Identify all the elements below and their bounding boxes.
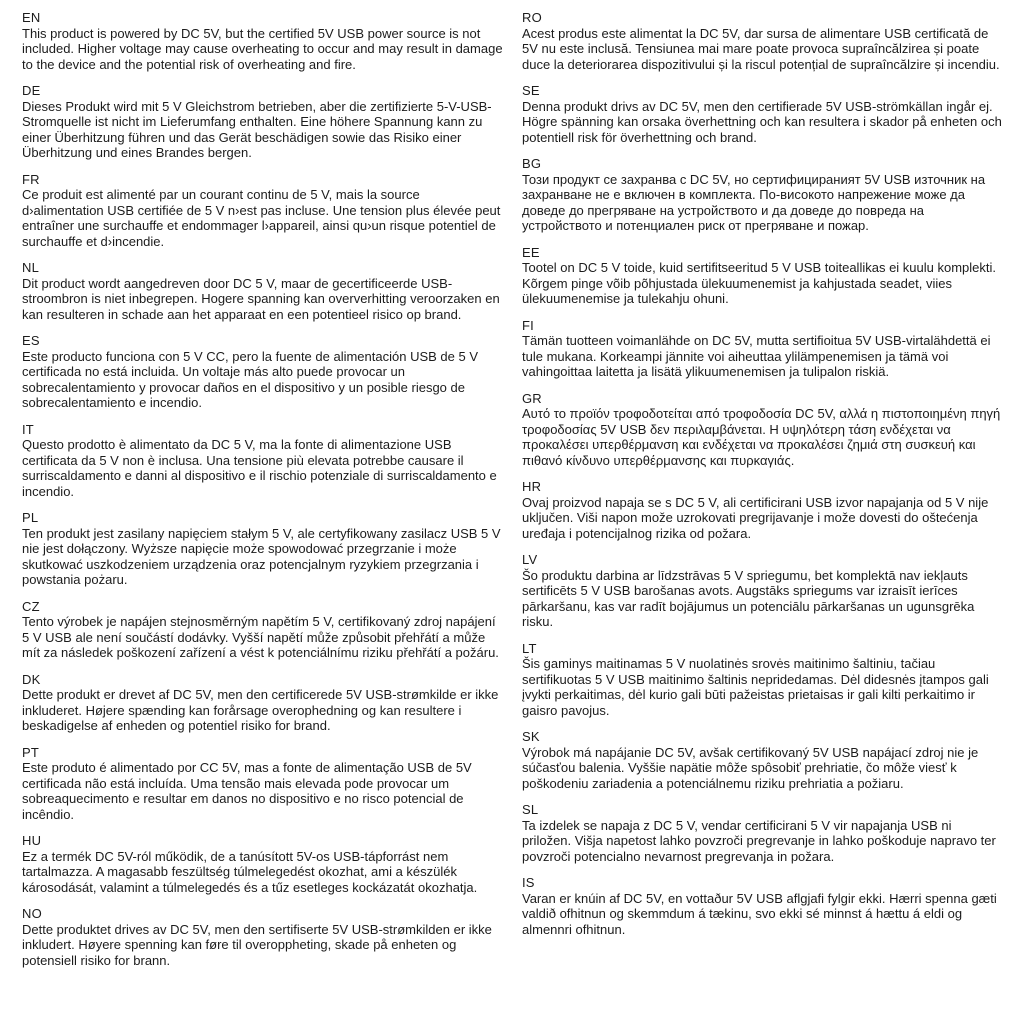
- language-block-cz: [22, 599, 504, 661]
- language-code: BG: [522, 156, 542, 171]
- language-text: Výrobok má napájanie DC 5V, avšak certifikovaný 5V USB napájací zdroj nie je súčasťou balenia. Vyššie napätie môže spôsobiť prehriatie, čo môže viesť k poškodeniu zariadenia a potenciálnemu riziku prehriatia a požiaru.: [522, 744, 979, 791]
- language-text: Este producto funciona con 5 V CC, pero la fuente de alimentación USB de 5 V certificada no está incluida. Un voltaje más alto puede provocar un sobrecalentamiento y provocar daños en el dispositivo y un posible riesgo de sobrecalentamiento e incendio.: [22, 348, 478, 410]
- language-block-pl: [22, 510, 504, 588]
- language-code: PL: [22, 510, 39, 525]
- language-code: ES: [22, 333, 40, 348]
- language-code: HU: [22, 833, 42, 848]
- language-text: Αυτό το προϊόν τροφοδοτείται από τροφοδοσία DC 5V, αλλά η πιστοποιημένη πηγή τροφοδοσίας 5V USB δεν περιλαμβάνεται. Η υψηλότερη τάση ενδέχεται να προκαλέσει υπερθέρμανση και ενδέχεται να προκαλέσει ζημιά στη συσκευή και πιθανό κίνδυνο υπερθέρμανσης και πυρκαγιάς.: [522, 406, 1001, 468]
- language-block-nl: [22, 260, 504, 322]
- language-code: FR: [22, 171, 40, 187]
- language-block-sl: [522, 802, 1004, 864]
- language-text: Dit product wordt aangedreven door DC 5 V, maar de gecertificeerde USB-stroombron is niet inbegrepen. Hogere spanning kan oververhitting veroorzaken en kan resulteren in schade aan het apparaat en een potentieel risico op brand.: [22, 275, 500, 322]
- language-text: Dette produktet drives av DC 5V, men den sertifiserte 5V USB-strømkilden er ikke inkludert. Høyere spenning kan føre til overoppheting, skade på enheten og potensiell risiko for brann.: [22, 921, 492, 968]
- language-code: LT: [522, 640, 537, 656]
- language-text: Tämän tuotteen voimanlähde on DC 5V, mutta sertifioitua 5V USB-virtalähdettä ei tule mukana. Korkeampi jännite voi aiheuttaa ylilämpenemisen ja tämä voi vahingoittaa laitetta ja lisätä ylikuumenemisen ja tulipalon riskiä.: [522, 333, 991, 379]
- language-block-fr: [22, 172, 504, 250]
- language-code: EN: [22, 10, 41, 25]
- language-block-lv: [522, 552, 1004, 630]
- language-block-ro: [522, 10, 1004, 72]
- language-block-bg: [522, 156, 1004, 234]
- language-block-es: [22, 333, 504, 411]
- language-text: Acest produs este alimentat la DC 5V, dar sursa de alimentare USB certificată de 5V nu este inclusă. Tensiunea mai mare poate provoca supraîncălzirea și poate duce la deteriorarea dispozitivului și la riscul potențial de supraîncălzire și incendiu.: [522, 25, 1000, 72]
- language-text: Dette produkt er drevet af DC 5V, men den certificerede 5V USB-strømkilde er ikke inkluderet. Højere spænding kan forårsage overophedning og kan resultere i beskadigelse af enheden og potentiel risiko for brand.: [22, 687, 499, 733]
- language-text: Šis gaminys maitinamas 5 V nuolatinės srovės maitinimo šaltiniu, tačiau sertifikuotas 5 V USB maitinimo šaltinis nepridedamas. Dėl didesnės įtampos gali įvykti perkaitimas, dėl kurio gali būti pažeistas prietaisas ir gali kilti perkaitimo ir gaisro pavojus.: [522, 656, 989, 718]
- language-block-no: [22, 906, 504, 968]
- language-block-fi: [522, 318, 1004, 380]
- column-right: [522, 10, 1004, 1016]
- language-block-en: [22, 10, 504, 72]
- language-block-hr: [522, 479, 1004, 541]
- language-text: Este produto é alimentado por CC 5V, mas a fonte de alimentação USB de 5V certificada não está incluída. Uma tensão mais elevada pode provocar um sobreaquecimento e resultar em danos no dispositivo e no risco potencial de incêndio.: [22, 760, 472, 822]
- language-block-ee: [522, 245, 1004, 307]
- language-code: IS: [522, 875, 535, 890]
- language-text: Tento výrobek je napájen stejnosměrným napětím 5 V, certifikovaný zdroj napájení 5 V USB ale není součástí dodávky. Vyšší napětí může způsobit přehřátí a může mít za následek poškození zařízení a vést k potenciálnímu riziku přehřátí a požáru.: [22, 614, 499, 660]
- language-block-dk: [22, 672, 504, 734]
- language-code: PT: [22, 744, 40, 760]
- language-block-hu: [22, 833, 504, 895]
- language-block-is: [522, 875, 1004, 937]
- language-text: Ez a termék DC 5V-ról működik, de a tanúsított 5V-os USB-tápforrást nem tartalmazza. A magasabb feszültség túlmelegedést okozhat, ami a készülék károsodását, valamint a túlmelegedés és a tűz esetleges kockázatát okozhatja.: [22, 848, 478, 895]
- language-code: GR: [522, 390, 542, 406]
- language-code: RO: [522, 10, 542, 25]
- language-code: DK: [22, 671, 41, 687]
- language-text: Šo produktu darbina ar līdzstrāvas 5 V spriegumu, bet komplektā nav iekļauts sertificēts 5 V USB barošanas avots. Augstāks spriegums var izraisīt ierīces pārkaršanu, kas var radīt bojājumus un potenciālu pārkaršanas un ugunsgrēka risku.: [522, 567, 975, 629]
- language-text: This product is powered by DC 5V, but the certified 5V USB power source is not included. Higher voltage may cause overheating to occur and may result in damage to the device and the potential risk of overheating and fire.: [22, 25, 503, 72]
- language-text: Ce produit est alimenté par un courant continu de 5 V, mais la source d›alimentation USB certifiée de 5 V n›est pas incluse. Une tension plus élevée peut entraîner une surchauffe et endommager l›appareil, ainsi qu›un risque potentiel de surchauffe et d›incendie.: [22, 187, 501, 249]
- language-block-it: [22, 422, 504, 500]
- language-block-sk: [522, 729, 1004, 791]
- language-block-pt: [22, 745, 504, 823]
- language-code: CZ: [22, 598, 40, 614]
- language-code: SK: [522, 729, 540, 744]
- language-code: FI: [522, 317, 534, 333]
- language-text: Denna produkt drivs av DC 5V, men den certifierade 5V USB-strömkällan ingår ej. Högre spänning kan orsaka överhettning och kan resultera i skador på enheten och potentiell risk för överhettning och brand.: [522, 98, 1002, 145]
- language-text: Този продукт се захранва с DC 5V, но сертифицираният 5V USB източник на захранване не е включен в комплекта. По-високото напрежение може да доведе до прегряване на устройството и да доведе до повреда на устройството и потенциален риск от прегряване и пожар.: [522, 171, 986, 233]
- language-code: NL: [22, 260, 40, 275]
- language-code: DE: [22, 83, 41, 98]
- column-left: [22, 10, 504, 1016]
- language-block-lt: [522, 641, 1004, 719]
- language-text: Ten produkt jest zasilany napięciem stałym 5 V, ale certyfikowany zasilacz USB 5 V nie jest dołączony. Wyższe napięcie może spowodować przegrzanie i może skutkować uszkodzeniem urządzenia oraz potencjalnym ryzykiem przegrzania i powstania pożaru.: [22, 525, 501, 587]
- language-code: EE: [522, 244, 540, 260]
- language-text: Varan er knúin af DC 5V, en vottaður 5V USB aflgjafi fylgir ekki. Hærri spenna gæti valdið ofhitnun og skemmdum á tækinu, svo ekki sé minnst á hættu á eldi og almennri ofhitnun.: [522, 890, 997, 937]
- language-text: Ovaj proizvod napaja se s DC 5 V, ali certificirani USB izvor napajanja od 5 V nije uključen. Viši napon može uzrokovati pregrijavanje i može dovesti do oštećenja uređaja i potencijalnog rizika od požara.: [522, 494, 989, 541]
- language-text: Tootel on DC 5 V toide, kuid sertifitseeritud 5 V USB toiteallikas ei kuulu komplekti. Kõrgem pinge võib põhjustada ülekuumenemist ja kahjustada seadet, viies ülekuumenemise ja tulekahju ohuni.: [522, 260, 997, 306]
- language-block-gr: [522, 391, 1004, 469]
- language-text: Ta izdelek se napaja z DC 5 V, vendar certificirani 5 V vir napajanja USB ni priložen. Višja napetost lahko povzroči pregrevanje in lahko poškoduje napravo ter povzroči potencialno nevarnost pregrevanja in požara.: [522, 817, 996, 864]
- language-text: Questo prodotto è alimentato da DC 5 V, ma la fonte di alimentazione USB certificata da 5 V non è inclusa. Una tensione più elevata potrebbe causare il surriscaldamento e danni al dispositivo e il rischio potenziale di surriscaldamento e incendio.: [22, 437, 497, 499]
- language-code: NO: [22, 906, 42, 921]
- language-text: Dieses Produkt wird mit 5 V Gleichstrom betrieben, aber die zertifizierte 5-V-USB-Stromquelle ist nicht im Lieferumfang enthalten. Eine höhere Spannung kann zu einer Überhitzung führen und das Gerät beschädigen sowie das Risiko einer Überhitzung und eines Brandes bergen.: [22, 98, 492, 160]
- language-code: SL: [522, 802, 539, 817]
- language-code: IT: [22, 421, 34, 437]
- language-block-se: [522, 83, 1004, 145]
- language-code: HR: [522, 479, 542, 494]
- language-code: LV: [522, 552, 538, 567]
- language-block-de: [22, 83, 504, 161]
- language-code: SE: [522, 83, 540, 98]
